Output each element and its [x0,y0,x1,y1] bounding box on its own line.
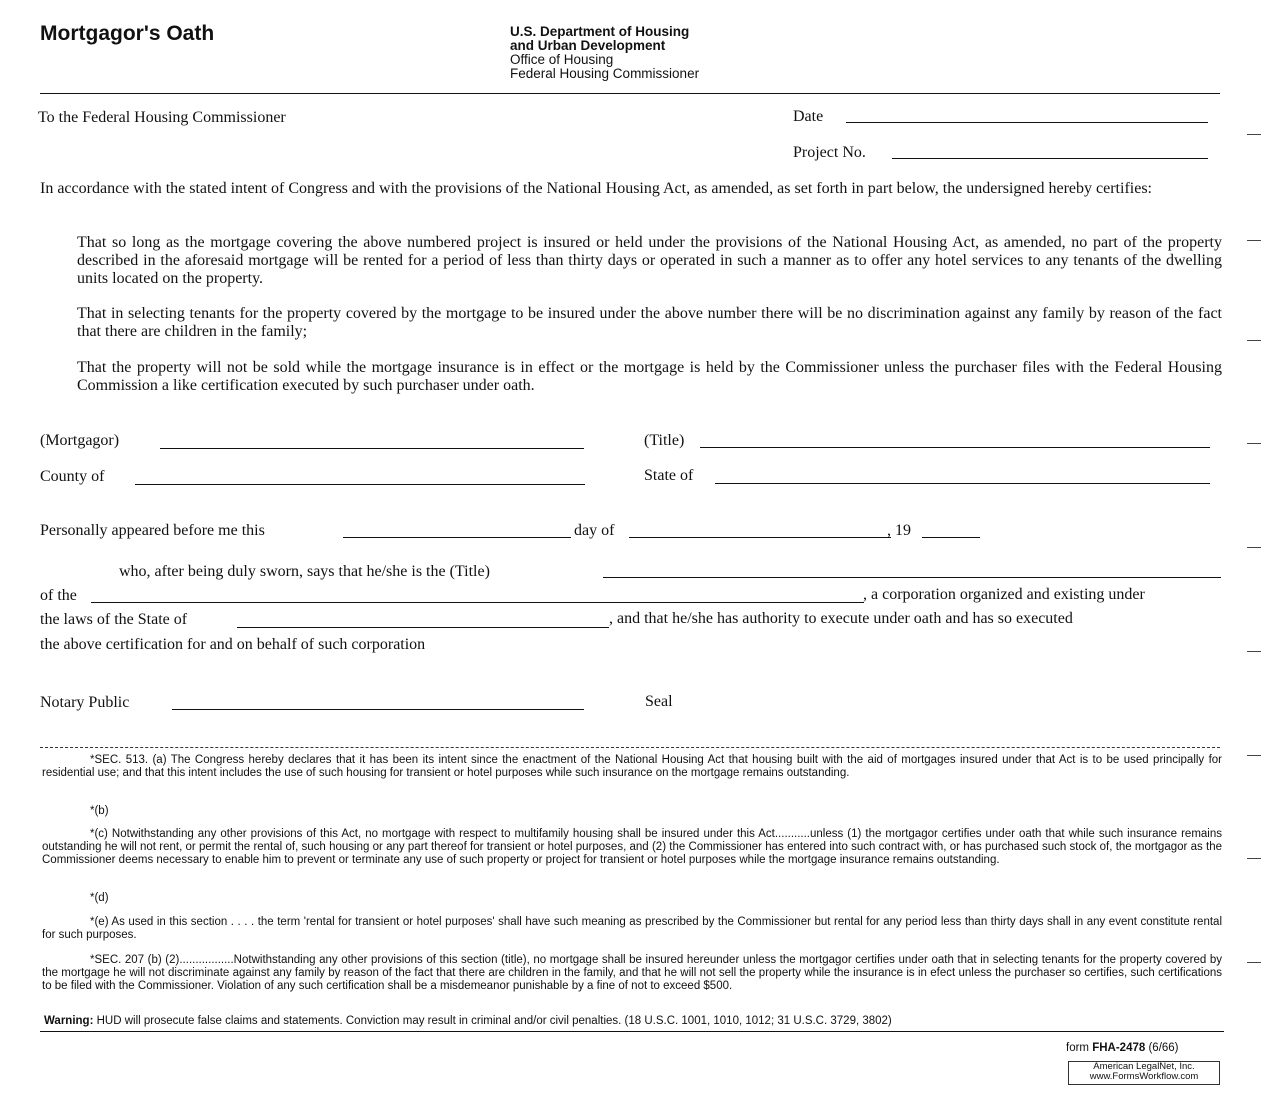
seal-label: Seal [645,693,673,710]
form-id [1066,1042,1179,1054]
state-label: State of [644,467,694,484]
registration-mark [1247,134,1261,135]
year-prefix: , 19 [887,522,911,539]
agency-block [510,25,699,81]
certification-discrimination: That in selecting tenants for the property covered by the mortgage to be insured under the above number there will be no discrimination against any family by reason of the fact that there are children in the family; [77,305,1222,340]
year-field[interactable] [922,537,980,538]
certification-rental: That so long as the mortgage covering the above numbered project is insured or held under the provisions of the National Housing Act, as amended, no part of the property described in the aforesaid mortgage will be rented for a period of less than thirty days or operated in such a manner as to offer any hotel services to any tenants of the dwelling units located on the property. [77,234,1222,287]
publisher-badge [1068,1061,1220,1085]
warning-line [44,1015,1224,1028]
footnote-sec-513a: *SEC. 513. (a) The Congress hereby declares that it has been its intent since the enactment of the National Housing Act that housing built with the aid of mortgages insured under that Act is to be used principally for residential use; and that this intent includes the use of such housing for transient or hotel purposes while such insurance on the mortgage remains outstanding. [42,754,1222,779]
date-label: Date [793,108,824,125]
addressee: To the Federal Housing Commissioner [38,109,286,126]
publisher-url: www.FormsWorkflow.com [1089,1071,1199,1082]
project-number-label: Project No. [793,144,866,161]
mortgagor-label: (Mortgagor) [40,432,120,449]
header-divider [40,93,1220,94]
form-prefix: form [1066,1042,1089,1054]
of-the-text: of the [40,587,77,604]
registration-mark [1247,755,1261,756]
appeared-text: Personally appeared before me this [40,522,265,539]
title-label: (Title) [644,432,685,449]
registration-mark [1247,547,1261,548]
agency-line: Office of Housing [510,52,614,67]
form-number: FHA-2478 [1092,1042,1146,1054]
day-field[interactable] [343,537,571,538]
bottom-rule [40,1031,1224,1032]
footnote-b: *(b) [90,805,109,817]
behalf-text: the above certification for and on behalf of such corporation [40,636,426,653]
authority-text: , and that he/she has authority to execute under oath and has so executed [609,610,1073,627]
publisher-name: American LegalNet, Inc. [1093,1061,1195,1072]
day-of-text: day of [574,522,615,539]
agency-line: U.S. Department of Housing [510,24,690,39]
month-field[interactable] [629,537,891,538]
warning-text: HUD will prosecute false claims and statements. Conviction may result in criminal and/or civil penalties. (18 U.S.C. 1001, 1010, 1012; 31 U.S.C. 3729, 3802) [96,1015,892,1027]
notary-label: Notary Public [40,694,130,711]
agency-line: Federal Housing Commissioner [510,66,700,81]
project-number-field[interactable] [892,158,1208,159]
title-field[interactable] [700,447,1210,448]
registration-mark [1247,651,1261,652]
state-field[interactable] [715,483,1210,484]
warning-label: Warning: [44,1015,94,1027]
footnote-c: *(c) Notwithstanding any other provisions of this Act, no mortgage with respect to multifamily housing shall be insured under this Act...........unless (1) the mortgagor certifies under oath that while such insurance remains outstanding he will not rent, or permit the rental of, such housing or any part thereof for transient or hotel purposes, and (2) the Commissioner has entered into such contract with, or has purchased such stock of, the mortgagor as the Commissioner deems necessary to enable him to prevent or terminate any use of such property or project for transient or hotel purposes while the mortgage insurance remains outstanding. [42,828,1222,866]
sworn-title-field[interactable] [603,577,1221,578]
form-date: (6/66) [1148,1042,1179,1054]
county-label: County of [40,468,105,485]
registration-mark [1247,443,1261,444]
date-field[interactable] [846,122,1208,123]
mortgagor-field[interactable] [160,448,584,449]
laws-text: the laws of the State of [40,611,188,628]
registration-mark [1247,340,1261,341]
page-title: Mortgagor's Oath [40,22,215,45]
registration-mark [1247,858,1261,859]
registration-mark [1247,962,1261,963]
registration-mark [1247,240,1261,241]
footnote-sec-207: *SEC. 207 (b) (2).................Notwithstanding any other provisions of this section (title), no mortgage shall be insured hereunder unless the mortgagor certifies under oath that in selecting tenants for the property covered by the mortgage he will not discriminate against any family by reason of the fact that there are children in the family, and that he will not sell the property while the insurance is in efect unless the purchaser so certifies, such certifications to be filed with the Commissioner. Violation of any such certification shall be a misdemeanor punishable by a fine of not to exceed $500. [42,954,1222,992]
footnote-d: *(d) [90,892,109,904]
certification-sale: That the property will not be sold while the mortgage insurance is in effect or the mortgage is held by the Commissioner unless the purchaser files with the Federal Housing Commission a like certification executed by such purchaser under oath. [77,359,1222,394]
county-field[interactable] [135,484,585,485]
notary-field[interactable] [172,709,584,710]
footnote-divider [40,747,1220,748]
intro-paragraph: In accordance with the stated intent of Congress and with the provisions of the National Housing Act, as amended, as set forth in part below, the undersigned hereby certifies: [40,180,1152,197]
footnote-e: *(e) As used in this section . . . . the term 'rental for transient or hotel purposes' shall have such meaning as prescribed by the Commissioner but rental for any period less than thirty days shall in any event constitute rental for such purposes. [42,916,1222,941]
corporation-text: , a corporation organized and existing under [863,586,1145,603]
state-of-incorporation-field[interactable] [237,627,609,628]
sworn-text: who, after being duly sworn, says that he/she is the (Title) [119,563,490,580]
corporation-field[interactable] [91,602,864,603]
agency-line: and Urban Development [510,38,666,53]
